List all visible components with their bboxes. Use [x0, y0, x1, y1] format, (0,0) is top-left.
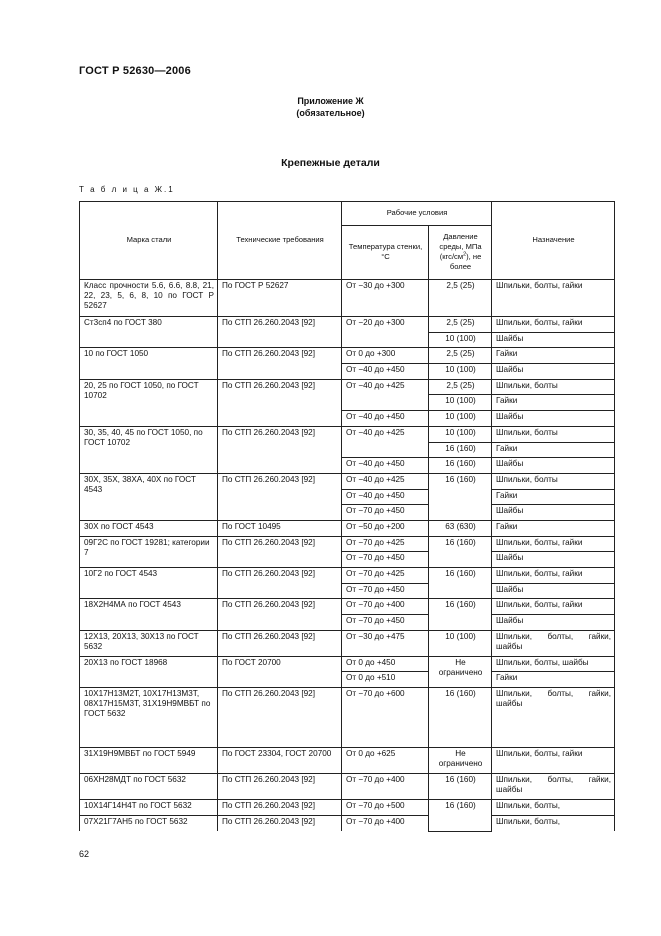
cell-temp: От 0 до +450 [342, 656, 429, 672]
cell-pressure: 10 (100) [429, 411, 492, 427]
cell-temp: От −40 до +450 [342, 458, 429, 474]
cell-pressure: 2,5 (25) [429, 348, 492, 364]
cell-pressure: 16 (160) [429, 800, 492, 831]
cell-pressure: Не ограничено [429, 748, 492, 774]
cell-purpose: Шпильки, болты, гайки [492, 599, 615, 615]
cell-tech: По СТП 26.260.2043 [92] [218, 815, 342, 831]
cell-tech: По ГОСТ Р 52627 [218, 280, 342, 317]
cell-grade: 10Х17Н13М2Т, 10Х17Н13М3Т, 08Х17Н15М3Т, 31Х19Н9МВБТ по ГОСТ 5632 [80, 688, 218, 748]
cell-pressure: 10 (100) [429, 630, 492, 656]
cell-purpose: Гайки [492, 672, 615, 688]
cell-purpose: Гайки [492, 442, 615, 458]
table-row [80, 815, 615, 831]
header-pressure-prefix: Давление среды, МПа (кгс/см [439, 232, 482, 261]
fasteners-table [79, 201, 615, 832]
table-row [80, 317, 615, 333]
cell-temp: От −70 до +425 [342, 536, 429, 552]
table-row [80, 379, 615, 395]
cell-temp: От −70 до +400 [342, 599, 429, 615]
annex-heading [0, 95, 661, 119]
cell-temp: От −70 до +400 [342, 815, 429, 831]
table-header [80, 202, 615, 280]
cell-tech: По СТП 26.260.2043 [92] [218, 800, 342, 816]
cell-grade: 06ХН28МДТ по ГОСТ 5632 [80, 774, 218, 800]
cell-purpose: Гайки [492, 395, 615, 411]
cell-grade: 20Х13 по ГОСТ 18968 [80, 656, 218, 687]
table-row [80, 426, 615, 442]
cell-tech: По СТП 26.260.2043 [92] [218, 473, 342, 520]
cell-pressure: 16 (160) [429, 568, 492, 599]
table-row [80, 520, 615, 536]
cell-pressure: 16 (160) [429, 599, 492, 630]
cell-purpose: Шпильки, болты [492, 379, 615, 395]
cell-pressure: 10 (100) [429, 395, 492, 411]
cell-temp: От −70 до +400 [342, 774, 429, 800]
cell-purpose: Шайбы [492, 583, 615, 599]
table-row [80, 688, 615, 748]
table-row [80, 473, 615, 489]
cell-purpose: Шайбы [492, 364, 615, 380]
cell-temp: От −70 до +450 [342, 552, 429, 568]
table-row [80, 599, 615, 615]
cell-grade: 10 по ГОСТ 1050 [80, 348, 218, 379]
cell-purpose: Шпильки, болты, гайки [492, 568, 615, 584]
header-pressure-suffix: ), не более [449, 252, 482, 271]
section-title: Крепежные детали [281, 157, 380, 169]
cell-pressure: 16 (160) [429, 458, 492, 474]
cell-pressure: 10 (100) [429, 426, 492, 442]
cell-grade: 07Х21Г7АН5 по ГОСТ 5632 [80, 815, 218, 831]
document-code: ГОСТ Р 52630—2006 [79, 65, 191, 77]
table-row [80, 536, 615, 552]
header-pressure-exp: 2 [463, 251, 467, 258]
cell-pressure: Не ограничено [429, 656, 492, 687]
header-pressure [429, 226, 492, 280]
cell-tech: По СТП 26.260.2043 [92] [218, 536, 342, 567]
cell-purpose: Шпильки, болты, гайки [492, 280, 615, 317]
cell-purpose: Шпильки, болты [492, 473, 615, 489]
header-conditions: Рабочие условия [342, 202, 492, 226]
cell-purpose: Гайки [492, 348, 615, 364]
cell-purpose: Шайбы [492, 552, 615, 568]
cell-pressure: 2,5 (25) [429, 280, 492, 317]
table-caption: Т а б л и ц а Ж.1 [79, 185, 175, 194]
cell-pressure: 2,5 (25) [429, 317, 492, 333]
cell-temp: От −70 до +425 [342, 568, 429, 584]
cell-purpose: Шпильки, болты, шайбы [492, 656, 615, 672]
table-row [80, 748, 615, 774]
header-tech: Технические требования [218, 202, 342, 280]
cell-temp: От −40 до +450 [342, 364, 429, 380]
cell-pressure: 2,5 (25) [429, 379, 492, 395]
header-temp: Температура стенки, °С [342, 226, 429, 280]
cell-grade: 12Х13, 20Х13, 30Х13 по ГОСТ 5632 [80, 630, 218, 656]
cell-grade: 30, 35, 40, 45 по ГОСТ 1050, по ГОСТ 10702 [80, 426, 218, 473]
cell-purpose: Гайки [492, 520, 615, 536]
cell-grade: Ст3сп4 по ГОСТ 380 [80, 317, 218, 348]
cell-temp: От −70 до +600 [342, 688, 429, 748]
cell-purpose: Шпильки, болты, гайки [492, 748, 615, 774]
cell-temp: От −70 до +450 [342, 615, 429, 631]
cell-pressure: 10 (100) [429, 364, 492, 380]
table-row [80, 568, 615, 584]
cell-tech: По СТП 26.260.2043 [92] [218, 348, 342, 379]
cell-tech: По СТП 26.260.2043 [92] [218, 688, 342, 748]
cell-purpose: Шпильки, болты, гайки, шайбы [492, 688, 615, 748]
cell-purpose: Шайбы [492, 615, 615, 631]
cell-pressure: 16 (160) [429, 473, 492, 520]
cell-temp: От 0 до +300 [342, 348, 429, 364]
cell-temp: От 0 до +625 [342, 748, 429, 774]
cell-purpose: Гайки [492, 489, 615, 505]
cell-temp: От −40 до +425 [342, 473, 429, 489]
cell-pressure: 10 (100) [429, 332, 492, 348]
cell-grade: 30Х по ГОСТ 4543 [80, 520, 218, 536]
table-row [80, 774, 615, 800]
cell-temp: От −40 до +425 [342, 426, 429, 457]
table-row [80, 800, 615, 816]
cell-grade: 31Х19Н9МВБТ по ГОСТ 5949 [80, 748, 218, 774]
annex-note: (обязательное) [296, 108, 365, 118]
cell-purpose: Шпильки, болты, гайки, шайбы [492, 774, 615, 800]
cell-temp: От −70 до +500 [342, 800, 429, 816]
cell-purpose: Шпильки, болты [492, 426, 615, 442]
cell-tech: По СТП 26.260.2043 [92] [218, 599, 342, 630]
cell-purpose: Шайбы [492, 411, 615, 427]
cell-grade: 10Г2 по ГОСТ 4543 [80, 568, 218, 599]
annex-title: Приложение Ж [297, 96, 364, 106]
cell-grade: 20, 25 по ГОСТ 1050, по ГОСТ 10702 [80, 379, 218, 426]
table-row [80, 656, 615, 672]
header-purpose: Назначение [492, 202, 615, 280]
cell-temp: От −50 до +200 [342, 520, 429, 536]
table-row [80, 280, 615, 317]
cell-temp: От −70 до +450 [342, 583, 429, 599]
cell-purpose: Шпильки, болты, гайки [492, 536, 615, 552]
table-row [80, 630, 615, 656]
cell-purpose: Шайбы [492, 458, 615, 474]
cell-grade: 30Х, 35Х, 38ХА, 40Х по ГОСТ 4543 [80, 473, 218, 520]
cell-purpose: Шпильки, болты, [492, 800, 615, 816]
cell-tech: По СТП 26.260.2043 [92] [218, 379, 342, 426]
cell-pressure: 16 (160) [429, 774, 492, 800]
page-number: 62 [79, 849, 90, 859]
cell-temp: От −40 до +450 [342, 489, 429, 505]
cell-tech: По СТП 26.260.2043 [92] [218, 774, 342, 800]
cell-temp: От −20 до +300 [342, 317, 429, 348]
cell-temp: От 0 до +510 [342, 672, 429, 688]
cell-grade: 10Х14Г14Н4Т по ГОСТ 5632 [80, 800, 218, 816]
cell-temp: От −30 до +300 [342, 280, 429, 317]
cell-tech: По СТП 26.260.2043 [92] [218, 426, 342, 473]
cell-tech: По СТП 26.260.2043 [92] [218, 317, 342, 348]
cell-temp: От −30 до +475 [342, 630, 429, 656]
cell-pressure: 16 (160) [429, 536, 492, 567]
cell-tech: По СТП 26.260.2043 [92] [218, 568, 342, 599]
cell-temp: От −40 до +425 [342, 379, 429, 410]
header-grade: Марка стали [80, 202, 218, 280]
cell-tech: По ГОСТ 20700 [218, 656, 342, 687]
table-row [80, 348, 615, 364]
cell-tech: По СТП 26.260.2043 [92] [218, 630, 342, 656]
cell-temp: От −40 до +450 [342, 411, 429, 427]
cell-pressure: 16 (160) [429, 442, 492, 458]
cell-pressure: 63 (630) [429, 520, 492, 536]
cell-purpose: Шайбы [492, 332, 615, 348]
cell-tech: По ГОСТ 23304, ГОСТ 20700 [218, 748, 342, 774]
cell-temp: От −70 до +450 [342, 505, 429, 521]
cell-pressure: 16 (160) [429, 688, 492, 748]
cell-grade: Класс прочности 5.6, 6.6, 8.8, 21, 22, 23, 5, 6, 8, 10 по ГОСТ Р 52627 [80, 280, 218, 317]
cell-grade: 18Х2Н4МА по ГОСТ 4543 [80, 599, 218, 630]
cell-purpose: Шпильки, болты, гайки, шайбы [492, 630, 615, 656]
cell-purpose: Шпильки, болты, [492, 815, 615, 831]
cell-grade: 09Г2С по ГОСТ 19281; категории 7 [80, 536, 218, 567]
cell-purpose: Шпильки, болты, гайки [492, 317, 615, 333]
cell-purpose: Шайбы [492, 505, 615, 521]
cell-tech: По ГОСТ 10495 [218, 520, 342, 536]
